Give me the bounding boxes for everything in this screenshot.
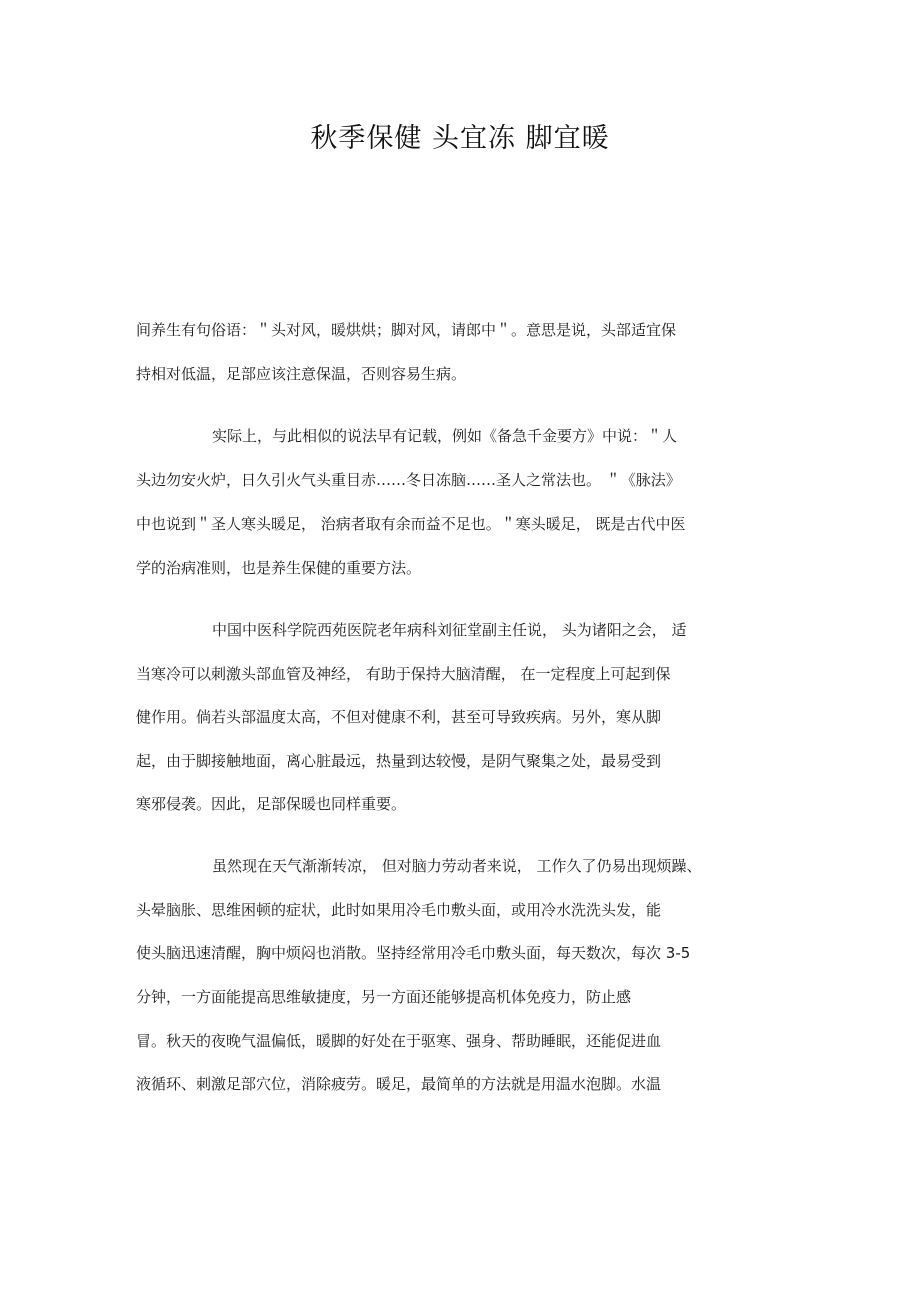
paragraph-3-line-4: 起，由于脚接触地面，离心脏最远，热量到达较慢，是阴气聚集之处，最易受到 [136, 752, 662, 770]
paragraph-4-line-1: 虽然现在天气渐渐转凉， 但对脑力劳动者来说， 工作久了仍易出现烦躁、 [212, 857, 702, 875]
paragraph-3-line-5: 寒邪侵袭。因此，足部保暖也同样重要。 [136, 795, 407, 813]
paragraph-3-line-3: 健作用。倘若头部温度太高，不但对健康不利，甚至可导致疾病。另外，寒从脚 [136, 708, 662, 726]
page-title: 秋季保健 头宜冻 脚宜暖 [310, 123, 610, 154]
paragraph-4-line-6: 液循环、刺激足部穴位，消除疲劳。暖足，最简单的方法就是用温水泡脚。水温 [136, 1075, 662, 1093]
paragraph-4-line-2: 头晕脑胀、思维困顿的症状，此时如果用冷毛巾敷头面，或用冷水洗洗头发，能 [136, 901, 662, 919]
paragraph-2-line-1: 实际上，与此相似的说法早有记载，例如《备急千金要方》中说：＂人 [212, 427, 678, 445]
paragraph-2-line-4: 学的治病准则，也是养生保健的重要方法。 [136, 559, 422, 577]
paragraph-2-line-3: 中也说到＂圣人寒头暖足， 治病者取有余而益不足也。＂寒头暖足， 既是古代中医 [136, 515, 686, 533]
paragraph-2-line-2: 头边勿安火炉，日久引火气头重目赤……冬日冻脑……圣人之常法也。 ＂《脉法》 [136, 471, 681, 489]
paragraph-1-line-1: 间养生有句俗语：＂头对风，暖烘烘；脚对风，请郎中＂。意思是说，头部适宜保 [136, 321, 677, 339]
paragraph-4-line-4: 分钟，一方面能提高思维敏捷度，另一方面还能够提高机体免疫力，防止感 [136, 988, 632, 1006]
paragraph-1-line-2: 持相对低温，足部应该注意保温，否则容易生病。 [136, 365, 467, 383]
paragraph-3-line-2: 当寒冷可以刺激头部血管及神经， 有助于保持大脑清醒， 在一定程度上可起到保 [136, 665, 671, 683]
paragraph-4-line-3: 使头脑迅速清醒，胸中烦闷也消散。坚持经常用冷毛巾敷头面，每天数次，每次 3-5 [136, 944, 691, 962]
paragraph-3-line-1: 中国中医科学院西苑医院老年病科刘征堂副主任说， 头为诸阳之会， 适 [212, 621, 687, 639]
paragraph-4-line-5: 冒。秋天的夜晚气温偏低，暖脚的好处在于驱寒、强身、帮助睡眠，还能促进血 [136, 1032, 662, 1050]
